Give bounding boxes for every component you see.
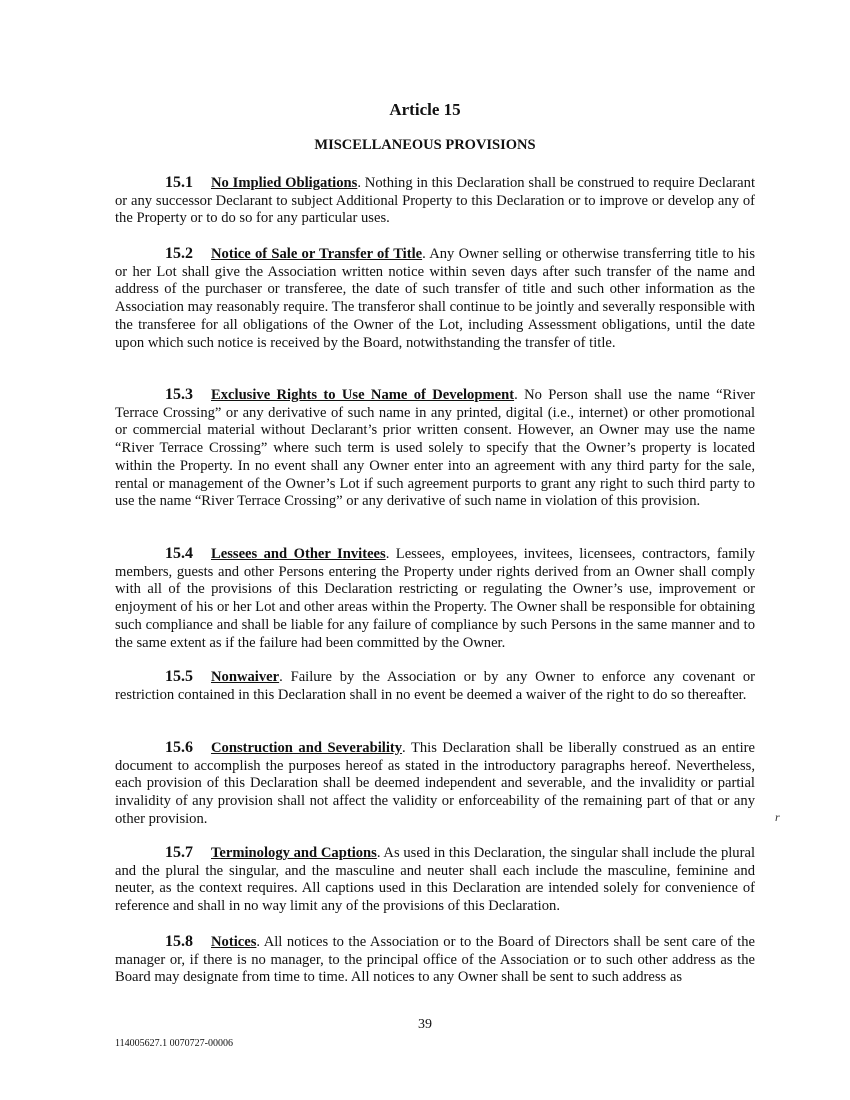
section-number: 15.5 bbox=[165, 668, 193, 685]
section-body: . As used in this Declaration, the singular shall include the plural and the plural the singular, and the masculine and neuter shall each include the masculine, feminine and neuter, as the context requires. All captions used in this Declaration are intended solely for convenience of reference and shall in no way limit any of the provisions of this Declaration. bbox=[115, 845, 755, 915]
section-body: . This Declaration shall be liberally construed as an entire document to accomplish the purposes hereof as stated in the introductory paragraphs hereof. Nevertheless, each provision of this Declaration shall be deemed independent and severable, and the invalidity or partial invalidity of any provision shall not affect the validity or enforceability of the remaining part of that or any other provision. bbox=[115, 740, 755, 827]
margin-mark: r bbox=[775, 810, 780, 824]
section-15-2 bbox=[115, 245, 755, 352]
section-body: . All notices to the Association or to the Board of Directors shall be sent care of the manager or, if there is no manager, to the principal office of the Association or to such other address as the Board may designate from time to time. All notices to any Owner shall be sent to such address as bbox=[115, 934, 755, 986]
section-number: 15.1 bbox=[165, 174, 193, 191]
section-body: . Any Owner selling or otherwise transferring title to his or her Lot shall give the Association written notice within seven days after such transfer of the name and address of the purchaser or transferee, the date of such transfer of title and such other information as the Association may reasonably require. The transferor shall continue to be jointly and severally responsible with the transferee for all obligations of the Owner of the Lot, including Assessment obligations, until the date upon which such notice is received by the Board, notwithstanding the transfer of title. bbox=[115, 246, 755, 351]
section-15-3 bbox=[115, 386, 755, 511]
section-number: 15.8 bbox=[165, 933, 193, 950]
section-body: . Lessees, employees, invitees, licensees, contractors, family members, guests and other Persons entering the Property under rights derived from an Owner shall comply with all of the provisions of this Declaration restricting or regulating the Owner’s use, improvement or enjoyment of his or her Lot and other areas within the Property. The Owner shall be responsible for obtaining such compliance and shall be liable for any failure of compliance by such Persons in the same manner and to the same extent as if the failure had been committed by the Owner. bbox=[115, 546, 755, 651]
section-15-7 bbox=[115, 844, 755, 916]
page-number: 39 bbox=[418, 1017, 432, 1032]
article-title: Article 15 bbox=[389, 100, 461, 119]
section-heading: No Implied Obligations bbox=[211, 175, 358, 191]
section-number: 15.3 bbox=[165, 386, 193, 403]
section-heading: Lessees and Other Invitees bbox=[211, 546, 386, 562]
document-id: 114005627.1 0070727-00006 bbox=[115, 1038, 233, 1049]
section-number: 15.7 bbox=[165, 844, 193, 861]
section-heading: Nonwaiver bbox=[211, 669, 280, 685]
section-15-4 bbox=[115, 545, 755, 652]
section-number: 15.4 bbox=[165, 545, 193, 562]
section-15-8 bbox=[115, 933, 755, 987]
section-body: . Nothing in this Declaration shall be construed to require Declarant or any successor Declarant to subject Additional Property to this Declaration or to improve or develop any of the Property or to do so for any particular uses. bbox=[115, 175, 756, 227]
section-heading: Terminology and Captions bbox=[211, 845, 377, 861]
section-15-1 bbox=[115, 174, 755, 228]
section-heading: Notice of Sale or Transfer of Title bbox=[211, 246, 423, 262]
section-number: 15.6 bbox=[165, 739, 193, 756]
section-number: 15.2 bbox=[165, 245, 193, 262]
section-heading: Notices bbox=[211, 934, 257, 950]
article-subtitle: MISCELLANEOUS PROVISIONS bbox=[314, 137, 536, 153]
section-body: . Failure by the Association or by any Owner to enforce any covenant or restriction contained in this Declaration shall in no event be deemed a waiver of the right to do so thereafter. bbox=[115, 669, 755, 703]
section-15-6 bbox=[115, 739, 755, 829]
section-heading: Construction and Severability bbox=[211, 740, 403, 756]
section-body: . No Person shall use the name “River Terrace Crossing” or any derivative of such name in any printed, digital (i.e., internet) or other promotional or commercial material without Declarant’s prior written consent. However, an Owner may use the name “River Terrace Crossing” where such term is used solely to specify that the Owner’s property is located within the Property. In no event shall any Owner enter into an agreement with any third party for the sale, rental or management of the Owner’s Lot if such agreement purports to grant any right to such third party to use the name “River Terrace Crossing” or any derivative of such name in violation of this provision. bbox=[115, 387, 755, 510]
section-heading: Exclusive Rights to Use Name of Development bbox=[211, 387, 515, 403]
section-15-5 bbox=[115, 668, 755, 704]
